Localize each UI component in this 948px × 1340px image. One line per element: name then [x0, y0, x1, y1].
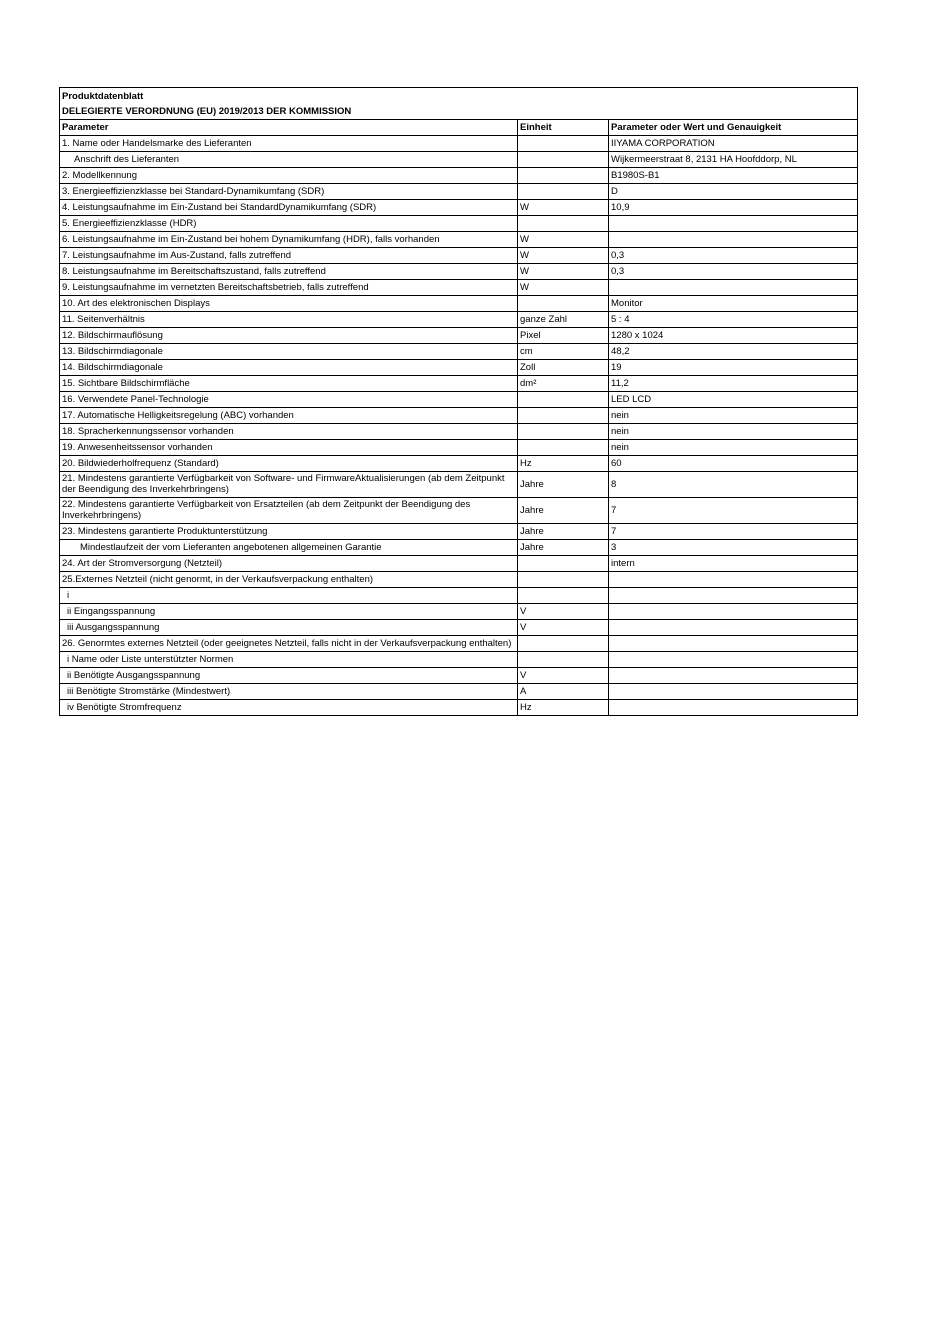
row-unit: W [518, 232, 609, 248]
table-row [60, 620, 858, 636]
row-value [609, 572, 858, 588]
row-value: Wijkermeerstraat 8, 2131 HA Hoofddorp, NL [609, 152, 858, 168]
table-row [60, 440, 858, 456]
row-value: nein [609, 424, 858, 440]
row-parameter: 5. Energieeffizienzklasse (HDR) [60, 216, 518, 232]
row-unit [518, 216, 609, 232]
row-unit: Pixel [518, 328, 609, 344]
column-header-unit: Einheit [518, 120, 609, 136]
row-value: 19 [609, 360, 858, 376]
row-unit: V [518, 604, 609, 620]
row-unit: dm² [518, 376, 609, 392]
row-value: LED LCD [609, 392, 858, 408]
row-unit [518, 440, 609, 456]
row-unit: Jahre [518, 524, 609, 540]
row-parameter: 8. Leistungsaufnahme im Bereitschaftszustand, falls zutreffend [60, 264, 518, 280]
table-row [60, 636, 858, 652]
row-value: 3 [609, 540, 858, 556]
row-parameter: 14. Bildschirmdiagonale [60, 360, 518, 376]
row-unit [518, 136, 609, 152]
table-row [60, 540, 858, 556]
row-unit: Hz [518, 700, 609, 716]
table-row [60, 248, 858, 264]
column-header-value: Parameter oder Wert und Genauigkeit [609, 120, 858, 136]
row-value [609, 232, 858, 248]
row-value: 0,3 [609, 248, 858, 264]
row-parameter: 7. Leistungsaufnahme im Aus-Zustand, falls zutreffend [60, 248, 518, 264]
row-value: 8 [609, 472, 858, 498]
row-unit [518, 408, 609, 424]
table-row [60, 556, 858, 572]
row-parameter: 24. Art der Stromversorgung (Netzteil) [60, 556, 518, 572]
row-parameter: iv Benötigte Stromfrequenz [60, 700, 518, 716]
row-parameter: 26. Genormtes externes Netzteil (oder geeignetes Netzteil, falls nicht in der Verkaufsverpackung enthalten) [60, 636, 518, 652]
row-value [609, 684, 858, 700]
row-value: 48,2 [609, 344, 858, 360]
row-parameter: 9. Leistungsaufnahme im vernetzten Bereitschaftsbetrieb, falls zutreffend [60, 280, 518, 296]
table-row [60, 184, 858, 200]
row-value [609, 280, 858, 296]
row-unit: ganze Zahl [518, 312, 609, 328]
row-value: 10,9 [609, 200, 858, 216]
row-parameter: iii Ausgangsspannung [60, 620, 518, 636]
table-row [60, 668, 858, 684]
table-row [60, 168, 858, 184]
table-row [60, 424, 858, 440]
row-unit: cm [518, 344, 609, 360]
table-row [60, 472, 858, 498]
title-row [60, 88, 858, 105]
row-value [609, 620, 858, 636]
table-row [60, 312, 858, 328]
row-unit [518, 152, 609, 168]
row-unit [518, 168, 609, 184]
row-parameter: 25.Externes Netzteil (nicht genormt, in der Verkaufsverpackung enthalten) [60, 572, 518, 588]
table-row [60, 360, 858, 376]
row-value: D [609, 184, 858, 200]
table-row [60, 136, 858, 152]
row-unit [518, 652, 609, 668]
product-data-table [59, 87, 858, 716]
table-row [60, 152, 858, 168]
row-value [609, 604, 858, 620]
subtitle-row [60, 104, 858, 120]
row-unit: W [518, 264, 609, 280]
table-row [60, 652, 858, 668]
row-parameter: 15. Sichtbare Bildschirmfläche [60, 376, 518, 392]
row-value: 5 : 4 [609, 312, 858, 328]
row-unit [518, 424, 609, 440]
row-unit: W [518, 280, 609, 296]
row-value: 60 [609, 456, 858, 472]
row-unit [518, 296, 609, 312]
table-row [60, 232, 858, 248]
row-unit: Zoll [518, 360, 609, 376]
row-parameter: ii Eingangsspannung [60, 604, 518, 620]
row-value: intern [609, 556, 858, 572]
row-unit: V [518, 620, 609, 636]
table-row [60, 328, 858, 344]
row-unit: A [518, 684, 609, 700]
row-value: 7 [609, 498, 858, 524]
table-row [60, 344, 858, 360]
row-unit [518, 184, 609, 200]
row-parameter: 18. Spracherkennungssensor vorhanden [60, 424, 518, 440]
table-row [60, 392, 858, 408]
row-unit: W [518, 200, 609, 216]
row-parameter: 10. Art des elektronischen Displays [60, 296, 518, 312]
row-value: Monitor [609, 296, 858, 312]
row-unit: Jahre [518, 540, 609, 556]
row-parameter: iii Benötigte Stromstärke (Mindestwert) [60, 684, 518, 700]
table-row [60, 264, 858, 280]
table-row [60, 498, 858, 524]
row-value: nein [609, 408, 858, 424]
row-unit: W [518, 248, 609, 264]
row-value: nein [609, 440, 858, 456]
row-value [609, 588, 858, 604]
row-value [609, 652, 858, 668]
row-parameter: 22. Mindestens garantierte Verfügbarkeit von Ersatzteilen (ab dem Zeitpunkt der Beendigung des Inverkehrbringens) [60, 498, 518, 524]
row-value: 0,3 [609, 264, 858, 280]
table-row [60, 216, 858, 232]
row-parameter: 6. Leistungsaufnahme im Ein-Zustand bei hohem Dynamikumfang (HDR), falls vorhanden [60, 232, 518, 248]
table-row [60, 684, 858, 700]
row-unit [518, 588, 609, 604]
header-row [60, 120, 858, 136]
product-data-sheet [59, 87, 857, 716]
row-value: 1280 x 1024 [609, 328, 858, 344]
row-unit [518, 636, 609, 652]
row-parameter: 2. Modellkennung [60, 168, 518, 184]
table-row [60, 296, 858, 312]
row-parameter: 4. Leistungsaufnahme im Ein-Zustand bei StandardDynamikumfang (SDR) [60, 200, 518, 216]
row-value [609, 668, 858, 684]
row-value [609, 700, 858, 716]
table-row [60, 200, 858, 216]
row-parameter: i Name oder Liste unterstützter Normen [60, 652, 518, 668]
row-unit: Jahre [518, 472, 609, 498]
sheet-title: Produktdatenblatt [60, 88, 858, 105]
row-parameter: 23. Mindestens garantierte Produktunterstützung [60, 524, 518, 540]
row-unit: Hz [518, 456, 609, 472]
table-row [60, 700, 858, 716]
regulation-title: DELEGIERTE VERORDNUNG (EU) 2019/2013 DER KOMMISSION [60, 104, 858, 120]
row-unit [518, 556, 609, 572]
table-row [60, 280, 858, 296]
table-row [60, 588, 858, 604]
row-unit [518, 572, 609, 588]
row-parameter: 16. Verwendete Panel-Technologie [60, 392, 518, 408]
row-unit: V [518, 668, 609, 684]
row-value: 11,2 [609, 376, 858, 392]
row-parameter: i [60, 588, 518, 604]
row-unit [518, 392, 609, 408]
row-parameter: Mindestlaufzeit der vom Lieferanten angebotenen allgemeinen Garantie [60, 540, 518, 556]
column-header-parameter: Parameter [60, 120, 518, 136]
row-parameter: ii Benötigte Ausgangsspannung [60, 668, 518, 684]
row-parameter: 1. Name oder Handelsmarke des Lieferanten [60, 136, 518, 152]
table-row [60, 604, 858, 620]
row-parameter: 21. Mindestens garantierte Verfügbarkeit von Software- und FirmwareAktualisierungen (ab dem Zeitpunkt der Beendigung des Inverkehrbringens) [60, 472, 518, 498]
row-parameter: 13. Bildschirmdiagonale [60, 344, 518, 360]
table-row [60, 572, 858, 588]
table-row [60, 524, 858, 540]
row-parameter: 11. Seitenverhältnis [60, 312, 518, 328]
table-row [60, 376, 858, 392]
row-value: B1980S-B1 [609, 168, 858, 184]
row-parameter: Anschrift des Lieferanten [60, 152, 518, 168]
row-value: IIYAMA CORPORATION [609, 136, 858, 152]
row-parameter: 3. Energieeffizienzklasse bei Standard-Dynamikumfang (SDR) [60, 184, 518, 200]
row-parameter: 20. Bildwiederholfrequenz (Standard) [60, 456, 518, 472]
row-value [609, 636, 858, 652]
row-unit: Jahre [518, 498, 609, 524]
row-parameter: 17. Automatische Helligkeitsregelung (ABC) vorhanden [60, 408, 518, 424]
row-value: 7 [609, 524, 858, 540]
table-row [60, 456, 858, 472]
row-parameter: 12. Bildschirmauflösung [60, 328, 518, 344]
row-value [609, 216, 858, 232]
row-parameter: 19. Anwesenheitssensor vorhanden [60, 440, 518, 456]
table-row [60, 408, 858, 424]
